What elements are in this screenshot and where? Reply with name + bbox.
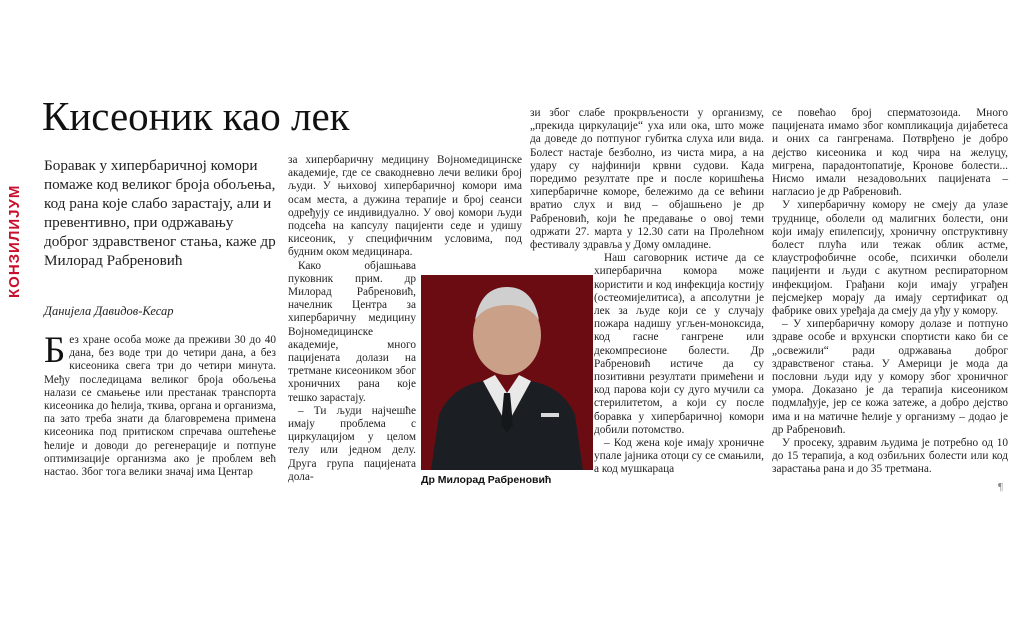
paragraph: – У хипербаричну комору долазе и потпуно здраве особе и врхунски спортисти како би се „освежили“ ради одржавања доброг здравственог стања. У Америци је мода да пословни људи иду у комору због хроничног умора. Доказано је да терапија кисеоником подмлађује, јер се кожа затеже, а добро дејство има и на матичне ћелије у организму – додао је др Рабреновић.	[772, 318, 1008, 436]
end-mark: ¶	[998, 481, 1003, 493]
paragraph: – Ти људи најчешће имају проблема с циркулацијом у целом телу или једном делу. Друга група пацијената дола-	[288, 404, 416, 483]
photo-caption: Др Милорад Рабреновић	[421, 474, 552, 486]
article-headline: Кисеоник као лек	[42, 93, 350, 139]
drop-cap: Б	[44, 330, 66, 371]
article-column-4	[772, 107, 1008, 477]
section-label: КОНЗИЛИЈУМ	[6, 184, 23, 298]
paragraph: зи због слабе прокрвљености у организму, „прекида циркулације“ уха или ока, што може да доведе до потпуног губитка слуха или вида. Болест настаје безболно, из чиста мира, а на удару су најфинији крвни судови. Када поредимо резултате пре и после коришћења хипербаричне коморе, бележимо да се већини вратио слух и вид – објашњено је др Рабреновић, који ће предавање о овој теми одржати 27. марта у 12.30 сати на Пролећном фестивалу здравља у Дому омладине.	[530, 107, 764, 252]
paragraph: Како објашњава пуковник прим. др Милорад Рабреновић, начелник Центра за хипербаричну медицину Војномедицинске академије, много пацијената долази на третмане кисеоником због хроничних рана које тешко зарастају.	[288, 259, 416, 404]
paragraph: – Код жена које имају хроничне упале јајника отоци су се смањили, а код мушкараца	[594, 437, 764, 476]
paragraph: У хипербаричну комору не смеју да улазе труднице, оболели од малигних болести, они који имају епилепсију, хроничну опструктивну болест плућа или тежак облик астме, клаустрофобичне особе, психички оболели пацијенти и људи с акутном респираторном инфекцијом. Грађани који имају уграђен пејсмејкер морају да имају сертификат од фабрике ових уређаја да смеју да уђу у комору.	[772, 199, 1008, 318]
portrait-illustration	[421, 275, 593, 470]
portrait-photo	[421, 275, 593, 470]
paragraph: Без хране особа може да преживи 30 до 40 дана, без воде три до четири дана, а без кисеоника свега три до четири минута. Међу последицама великог броја обољења налази се смањење или престанак транспорта кисеоника до ћелија, ткива, органа и организма, па зато треба знати да благовремена примена кисеоника под притиском спречава оштећење ћелије и доводи до регенерације и потпуне оптимизације организма ако је проблем већ настао. Због тога велики значај има Центар	[44, 330, 276, 479]
author-byline: Данијела Давидов-Кесар	[44, 304, 174, 318]
article-column-1	[44, 330, 276, 479]
paragraph: Наш саговорник истиче да се хипербарична комора може користити и код инфекција костију (остеомијелитиса), а апсолутни је лек за људе који се у случају пожара надишу угљен-моноксида, код гасне гангрене или декомпресионе болести. Др Рабреновић истиче да су позитивни резултати примећени и код парова који су дуго мучили са стерилитетом, а који су после боравка у хипербаричној комори добили потомство.	[594, 252, 764, 436]
paragraph: се повећао број сперматозоида. Много пацијената имамо због компликација дијабетеса и оних са гангренама. Потврђено је добро дејство кисеоника и код чира на желуцу, мигрена, парадонтопатије, Кронове болести... Нисмо имали незадовољних пацијената – нагласио је др Рабреновић.	[772, 107, 1008, 199]
article-lead: Боравак у хипербаричној комори помаже код великог броја обољења, код рана које слабо зарастају, али и превентивно, при одржавању доброг здравственог стања, каже др Милорад Рабреновић	[44, 157, 276, 269]
paragraph: за хипербаричну медицину Војномедицинске академије, где се свакодневно лечи велики број људи. У њиховој хипербаричној комори има осам места, а дужина терапије и број сеанси одређују се индивидуално. У овој комори људи подсећа на капсулу пацијенти седе и удишу кисеоник, у специфичним условима, под будним оком медицинара.	[288, 154, 522, 259]
paragraph: У просеку, здравим људима је потребно од 10 до 15 терапија, а код озбиљних болести или код зарастања рана и до 35 третмана.	[772, 437, 1008, 476]
